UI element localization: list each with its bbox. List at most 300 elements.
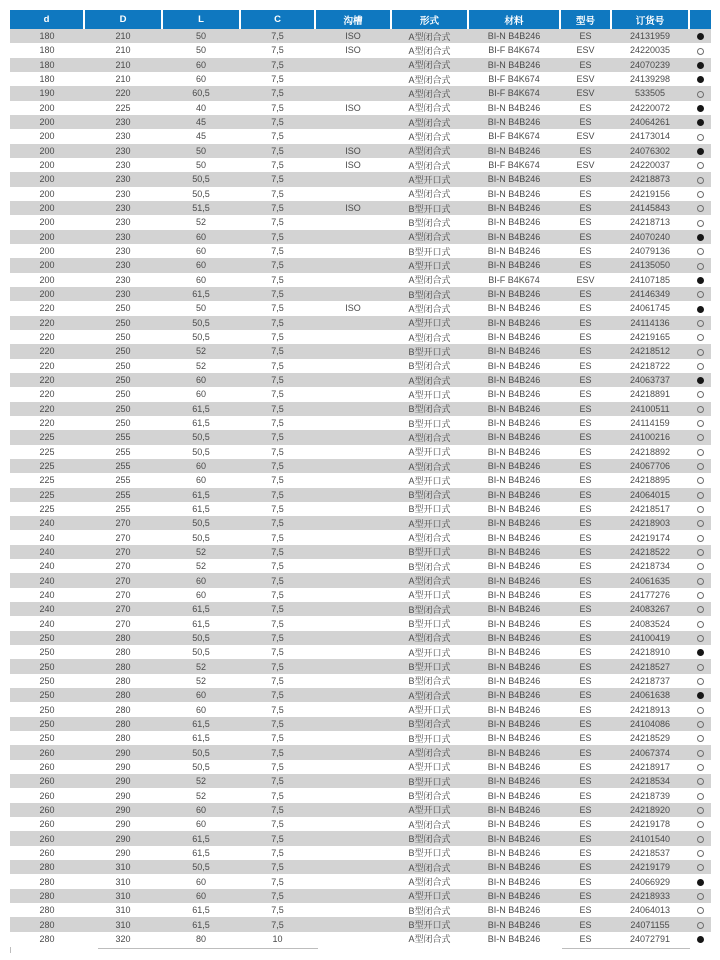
open-dot-icon (697, 334, 704, 341)
cell-type: A型闭合式 (391, 688, 468, 702)
cell-D: 210 (84, 29, 162, 43)
cell-type: B型闭合式 (408, 676, 451, 687)
table-row (10, 86, 711, 100)
cell-model: ES (579, 102, 592, 113)
cell-order-no: 24219174 (629, 532, 671, 543)
cell-L: 60,5 (162, 86, 240, 100)
availability-cell (689, 158, 711, 172)
table-row (10, 244, 711, 258)
open-dot-icon (697, 205, 704, 212)
cell-d: 200 (39, 274, 55, 285)
cell-type: A型闭合式 (391, 29, 468, 43)
table-row (10, 72, 711, 86)
cell-D: 230 (84, 230, 162, 244)
cell-model: ES (560, 316, 611, 330)
cell-D: 290 (84, 803, 162, 817)
cell-d: 260 (10, 831, 84, 845)
cell-D: 290 (115, 761, 131, 772)
table-row (10, 817, 711, 831)
cell-C: 7,5 (240, 230, 315, 244)
cell-order-no: 24220035 (629, 45, 671, 56)
open-dot-icon (697, 864, 704, 871)
cell-material: BI-N B4B246 (487, 418, 541, 429)
cell-material: BI-N B4B246 (468, 745, 560, 759)
cell-type: A型开口式 (408, 447, 451, 458)
cell-L: 61,5 (192, 733, 210, 744)
cell-order-no: 24079136 (629, 246, 671, 257)
cell-L: 60 (162, 58, 240, 72)
cell-material: BI-N B4B246 (487, 847, 541, 858)
cell-order-no: 24218517 (629, 503, 671, 514)
availability-cell (689, 831, 711, 845)
cell-L: 50,5 (192, 188, 210, 199)
open-dot-icon (697, 606, 704, 613)
filled-dot-icon (697, 234, 704, 241)
cell-L: 60 (162, 459, 240, 473)
cell-C: 7,5 (271, 303, 284, 314)
cell-type: B型闭合式 (391, 602, 468, 616)
cell-d: 250 (39, 704, 55, 715)
availability-cell (689, 588, 711, 602)
table-row (10, 760, 711, 774)
cell-L: 50,5 (192, 332, 210, 343)
column-header-availability (689, 10, 711, 29)
cell-D: 310 (84, 889, 162, 903)
cell-L: 52 (195, 790, 206, 801)
cell-D: 230 (84, 172, 162, 186)
open-dot-icon (697, 563, 704, 570)
cell-groove (315, 688, 391, 702)
availability-cell (689, 717, 711, 731)
cell-model: ES (560, 287, 611, 301)
open-dot-icon (697, 363, 704, 370)
cell-D: 270 (115, 561, 131, 572)
availability-cell (689, 101, 711, 115)
cell-D: 250 (115, 303, 131, 314)
cell-L: 60 (195, 475, 206, 486)
cell-D: 290 (115, 847, 131, 858)
cell-C: 7,5 (240, 717, 315, 731)
cell-type: A型闭合式 (391, 631, 468, 645)
cell-material: BI-N B4B246 (487, 303, 541, 314)
cell-order-no: 24218534 (611, 774, 689, 788)
cell-order-no: 24218722 (629, 360, 671, 371)
availability-cell (689, 187, 711, 201)
cell-C: 7,5 (271, 905, 284, 916)
cell-L: 61,5 (162, 488, 240, 502)
filled-dot-icon (697, 277, 704, 284)
cell-C: 7,5 (240, 889, 315, 903)
cell-type: B型开口式 (391, 917, 468, 931)
cell-material: BI-N B4B246 (487, 933, 541, 944)
table-row (10, 874, 711, 888)
availability-cell (689, 373, 711, 387)
cell-model: ES (560, 573, 611, 587)
cell-type: A型开口式 (391, 889, 468, 903)
cell-material: BI-N B4B246 (468, 287, 560, 301)
cell-C: 7,5 (271, 217, 284, 228)
open-dot-icon (697, 463, 704, 470)
open-dot-icon (697, 750, 704, 757)
table-row (10, 129, 711, 143)
cell-order-no: 24076302 (611, 144, 689, 158)
column-header-type: 形式 (391, 10, 468, 29)
cell-d: 240 (10, 545, 84, 559)
cell-D: 210 (115, 45, 131, 56)
cell-C: 7,5 (271, 389, 284, 400)
cell-D: 230 (115, 217, 131, 228)
availability-cell (689, 602, 711, 616)
cell-D: 270 (115, 589, 131, 600)
cell-order-no: 24145843 (611, 201, 689, 215)
cell-L: 61,5 (162, 831, 240, 845)
open-dot-icon (697, 320, 704, 327)
cell-order-no: 24071155 (611, 917, 689, 931)
open-dot-icon (697, 391, 704, 398)
cell-L: 50,5 (192, 647, 210, 658)
cell-d: 280 (10, 860, 84, 874)
cell-groove (315, 903, 391, 917)
availability-cell (689, 745, 711, 759)
table-row (10, 688, 711, 702)
cell-D: 250 (84, 344, 162, 358)
cell-material: BI-N B4B246 (487, 905, 541, 916)
availability-cell (689, 273, 711, 287)
cell-C: 7,5 (271, 675, 284, 686)
cell-C: 7,5 (271, 819, 284, 830)
cell-model: ES (579, 303, 592, 314)
cell-C: 7,5 (271, 45, 284, 56)
cell-material: BI-N B4B246 (468, 516, 560, 530)
cell-material: BI-N B4B246 (487, 389, 541, 400)
cell-model: ES (560, 688, 611, 702)
table-row (10, 803, 711, 817)
open-dot-icon (697, 592, 704, 599)
cell-order-no: 24083524 (629, 618, 671, 629)
cell-model: ES (560, 459, 611, 473)
cell-d: 200 (10, 201, 84, 215)
cell-order-no: 24218734 (629, 561, 671, 572)
column-header-material: 材料 (468, 10, 560, 29)
table-left-edge (10, 947, 11, 953)
cell-order-no: 24218903 (611, 516, 689, 530)
availability-cell (689, 86, 711, 100)
filled-dot-icon (697, 76, 704, 83)
table-row (10, 187, 711, 201)
cell-model: ESV (560, 86, 611, 100)
cell-C: 7,5 (271, 532, 284, 543)
cell-material: BI-N B4B246 (487, 188, 541, 199)
availability-cell (689, 43, 711, 57)
cell-groove (315, 788, 391, 802)
cell-L: 60 (195, 274, 206, 285)
cell-type: A型闭合式 (408, 303, 451, 314)
cell-d: 200 (10, 287, 84, 301)
cell-C: 7,5 (240, 344, 315, 358)
open-dot-icon (697, 664, 704, 671)
cell-groove (315, 588, 391, 602)
cell-model: ES (560, 344, 611, 358)
cell-model: ES (560, 201, 611, 215)
column-header-C: C (240, 10, 315, 29)
cell-type: B型开口式 (408, 418, 451, 429)
cell-C: 7,5 (271, 503, 284, 514)
cell-material: BI-N B4B246 (468, 373, 560, 387)
cell-groove (315, 516, 391, 530)
cell-groove (315, 502, 391, 516)
cell-type: B型开口式 (408, 733, 451, 744)
cell-C: 7,5 (271, 160, 284, 171)
availability-cell (689, 688, 711, 702)
table-row (10, 831, 711, 845)
cell-D: 255 (115, 475, 131, 486)
cell-type: A型闭合式 (408, 877, 451, 888)
table-row (10, 788, 711, 802)
cell-C: 7,5 (271, 332, 284, 343)
filled-dot-icon (697, 936, 704, 943)
cell-model: ESV (576, 45, 595, 56)
cell-C: 7,5 (271, 446, 284, 457)
cell-order-no: 24218537 (629, 847, 671, 858)
cell-D: 280 (84, 688, 162, 702)
cell-model: ES (560, 831, 611, 845)
cell-type: B型闭合式 (408, 791, 451, 802)
cell-L: 50,5 (162, 430, 240, 444)
filled-dot-icon (697, 306, 704, 313)
cell-d: 250 (10, 631, 84, 645)
availability-cell (689, 445, 711, 459)
cell-type: A型闭合式 (408, 332, 451, 343)
open-dot-icon (697, 506, 704, 513)
cell-order-no: 24083267 (611, 602, 689, 616)
availability-cell (689, 172, 711, 186)
cell-groove (315, 645, 391, 659)
cell-C: 7,5 (271, 647, 284, 658)
cell-L: 40 (195, 102, 206, 113)
cell-C: 7,5 (240, 545, 315, 559)
cell-type: A型开口式 (391, 258, 468, 272)
cell-material: BI-N B4B246 (487, 589, 541, 600)
cell-C: 7,5 (240, 316, 315, 330)
cell-order-no: 24173014 (629, 131, 671, 142)
availability-cell (689, 29, 711, 43)
cell-groove (315, 831, 391, 845)
cell-d: 260 (39, 761, 55, 772)
cell-groove (315, 631, 391, 645)
cell-model: ES (579, 332, 592, 343)
cell-model: ES (579, 418, 592, 429)
availability-cell (689, 330, 711, 344)
table-row (10, 29, 711, 43)
cell-D: 250 (84, 373, 162, 387)
cell-groove (315, 58, 391, 72)
cell-material: BI-N B4B246 (468, 402, 560, 416)
availability-cell (689, 488, 711, 502)
cell-groove (315, 244, 391, 258)
cell-groove (315, 430, 391, 444)
cell-L: 60 (162, 258, 240, 272)
cell-order-no: 24218913 (629, 704, 671, 715)
column-header-groove: 沟槽 (315, 10, 391, 29)
cell-D: 210 (84, 58, 162, 72)
cell-L: 50,5 (192, 532, 210, 543)
cell-L: 52 (162, 344, 240, 358)
cell-C: 7,5 (271, 246, 284, 257)
cell-L: 52 (162, 774, 240, 788)
table-row (10, 430, 711, 444)
cell-d: 280 (39, 876, 55, 887)
cell-D: 250 (115, 389, 131, 400)
cell-order-no: 24070240 (611, 230, 689, 244)
availability-cell (689, 903, 711, 917)
cell-material: BI-N B4B246 (468, 172, 560, 186)
open-dot-icon (697, 420, 704, 427)
cell-groove (315, 129, 391, 143)
cell-material: BI-N B4B246 (468, 344, 560, 358)
open-dot-icon (697, 406, 704, 413)
cell-L: 61,5 (192, 905, 210, 916)
cell-d: 180 (39, 45, 55, 56)
cell-type: A型开口式 (408, 590, 451, 601)
cell-order-no: 24066929 (629, 876, 671, 887)
table-row (10, 445, 711, 459)
cell-d: 180 (10, 29, 84, 43)
cell-material: BI-N B4B246 (487, 733, 541, 744)
cell-groove (315, 187, 391, 201)
cell-D: 230 (84, 258, 162, 272)
open-dot-icon (697, 635, 704, 642)
table-row (10, 889, 711, 903)
cell-order-no: 24218529 (629, 733, 671, 744)
availability-cell (689, 387, 711, 401)
cell-material: BI-F B4K674 (488, 45, 540, 56)
open-dot-icon (697, 477, 704, 484)
open-dot-icon (697, 721, 704, 728)
cell-material: BI-N B4B246 (468, 602, 560, 616)
cell-type: A型闭合式 (391, 58, 468, 72)
cell-order-no: 24061745 (629, 303, 671, 314)
cell-material: BI-N B4B246 (468, 545, 560, 559)
cell-C: 7,5 (240, 860, 315, 874)
cell-C: 7,5 (240, 430, 315, 444)
cell-order-no: 24218917 (629, 761, 671, 772)
cell-type: A型闭合式 (391, 860, 468, 874)
cell-L: 50,5 (162, 172, 240, 186)
availability-cell (689, 115, 711, 129)
cell-material: BI-N B4B246 (487, 561, 541, 572)
cell-D: 230 (84, 287, 162, 301)
cell-model: ES (560, 774, 611, 788)
cell-order-no: 24219179 (611, 860, 689, 874)
table-row (10, 645, 711, 659)
filled-dot-icon (697, 649, 704, 656)
cell-order-no: 24114136 (611, 316, 689, 330)
cell-d: 250 (39, 675, 55, 686)
open-dot-icon (697, 922, 704, 929)
cell-D: 220 (84, 86, 162, 100)
cell-C: 7,5 (240, 287, 315, 301)
availability-cell (689, 430, 711, 444)
cell-material: BI-N B4B246 (468, 459, 560, 473)
table-row (10, 917, 711, 931)
cell-type: A型闭合式 (408, 819, 451, 830)
availability-cell (689, 316, 711, 330)
cell-L: 50,5 (162, 516, 240, 530)
cell-D: 270 (84, 573, 162, 587)
cell-D: 270 (115, 618, 131, 629)
cell-model: ES (579, 618, 592, 629)
cell-model: ES (560, 430, 611, 444)
cell-groove (315, 803, 391, 817)
open-dot-icon (697, 520, 704, 527)
cell-D: 230 (84, 115, 162, 129)
cell-groove (315, 760, 391, 774)
cell-C: 7,5 (271, 74, 284, 85)
cell-C: 7,5 (240, 917, 315, 931)
cell-d: 200 (39, 188, 55, 199)
cell-type: B型开口式 (408, 848, 451, 859)
cell-L: 52 (195, 360, 206, 371)
availability-cell (689, 932, 711, 946)
cell-d: 220 (39, 303, 55, 314)
cell-groove (315, 774, 391, 788)
open-dot-icon (697, 549, 704, 556)
cell-groove: ISO (345, 102, 361, 113)
cell-C: 7,5 (271, 131, 284, 142)
cell-order-no: 24061635 (611, 573, 689, 587)
cell-model: ES (560, 373, 611, 387)
cell-groove (315, 932, 391, 946)
cell-order-no: 24218920 (611, 803, 689, 817)
cell-groove (315, 473, 391, 487)
cell-L: 52 (162, 545, 240, 559)
availability-cell (689, 201, 711, 215)
cell-groove: ISO (315, 201, 391, 215)
cell-order-no: 24219165 (629, 332, 671, 343)
open-dot-icon (697, 850, 704, 857)
cell-d: 200 (39, 102, 55, 113)
open-dot-icon (697, 821, 704, 828)
table-row (10, 101, 711, 115)
cell-d: 250 (10, 659, 84, 673)
cell-d: 240 (39, 561, 55, 572)
column-header-order-no: 订货号 (611, 10, 689, 29)
cell-d: 200 (10, 258, 84, 272)
cell-groove: ISO (345, 160, 361, 171)
availability-cell (689, 760, 711, 774)
cell-material: BI-N B4B246 (468, 115, 560, 129)
cell-d: 220 (39, 332, 55, 343)
open-dot-icon (697, 893, 704, 900)
cell-material: BI-N B4B246 (487, 503, 541, 514)
availability-cell (689, 258, 711, 272)
cell-type: A型闭合式 (408, 131, 451, 142)
table-row (10, 602, 711, 616)
cell-L: 52 (162, 659, 240, 673)
table-row (10, 516, 711, 530)
cell-type: A型开口式 (391, 316, 468, 330)
table-row (10, 588, 711, 602)
cell-d: 280 (39, 933, 55, 944)
cell-d: 200 (10, 172, 84, 186)
cell-order-no: 24070239 (611, 58, 689, 72)
cell-material: BI-N B4B246 (487, 446, 541, 457)
cell-C: 7,5 (271, 360, 284, 371)
cell-d: 225 (10, 459, 84, 473)
cell-type: A型闭合式 (391, 230, 468, 244)
table-row (10, 201, 711, 215)
cell-order-no: 24218873 (611, 172, 689, 186)
